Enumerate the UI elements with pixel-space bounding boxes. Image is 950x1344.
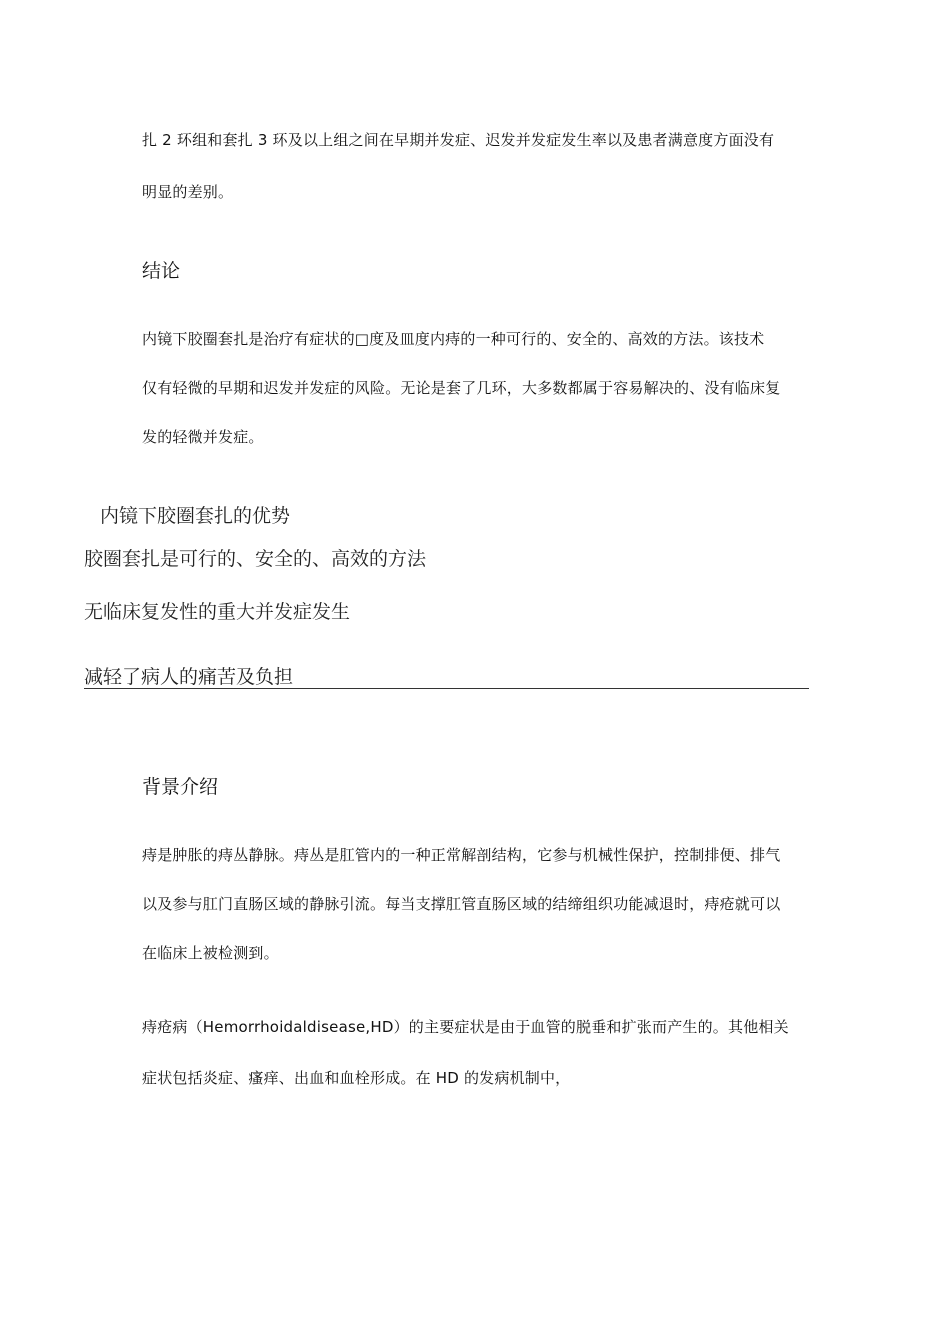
intro-line-2: 明显的差别。 — [142, 183, 234, 201]
background-p2-line-2: 症状包括炎症、瘙痒、出血和血栓形成。在 HD 的发病机制中， — [142, 1069, 571, 1087]
advantages-title: 内镜下胶圈套扎的优势 — [100, 505, 291, 527]
advantages-divider — [84, 688, 809, 689]
conclusion-line-3: 发的轻微并发症。 — [142, 428, 264, 446]
advantage-item-3: 减轻了病人的痛苦及负担 — [84, 666, 294, 688]
intro-line-1: 扎 2 环组和套扎 3 环及以上组之间在早期并发症、迟发并发症发生率以及患者满意度方面没有 — [142, 131, 775, 149]
conclusion-heading: 结论 — [142, 260, 181, 282]
background-heading: 背景介绍 — [142, 776, 219, 798]
background-p1-line-2: 以及参与肛门直肠区域的静脉引流。每当支撑肛管直肠区域的结缔组织功能减退时，痔疮就可以 — [142, 895, 781, 913]
conclusion-line-2: 仅有轻微的早期和迟发并发症的风险。无论是套了几环，大多数都属于容易解决的、没有临床复 — [142, 379, 781, 397]
background-p1-line-1: 痔是肿胀的痔丛静脉。痔丛是肛管内的一种正常解剖结构，它参与机械性保护，控制排便、排气 — [142, 846, 781, 864]
background-p2-line-1: 痔疮病（Hemorrhoidaldisease,HD）的主要症状是由于血管的脱垂和扩张而产生的。其他相关 — [142, 1018, 789, 1036]
advantage-item-1: 胶圈套扎是可行的、安全的、高效的方法 — [84, 548, 427, 570]
advantage-item-2: 无临床复发性的重大并发症发生 — [84, 601, 351, 623]
conclusion-line-1: 内镜下胶圈套扎是治疗有症状的□度及皿度内痔的一种可行的、安全的、高效的方法。该技术 — [142, 330, 765, 348]
background-p1-line-3: 在临床上被检测到。 — [142, 944, 279, 962]
